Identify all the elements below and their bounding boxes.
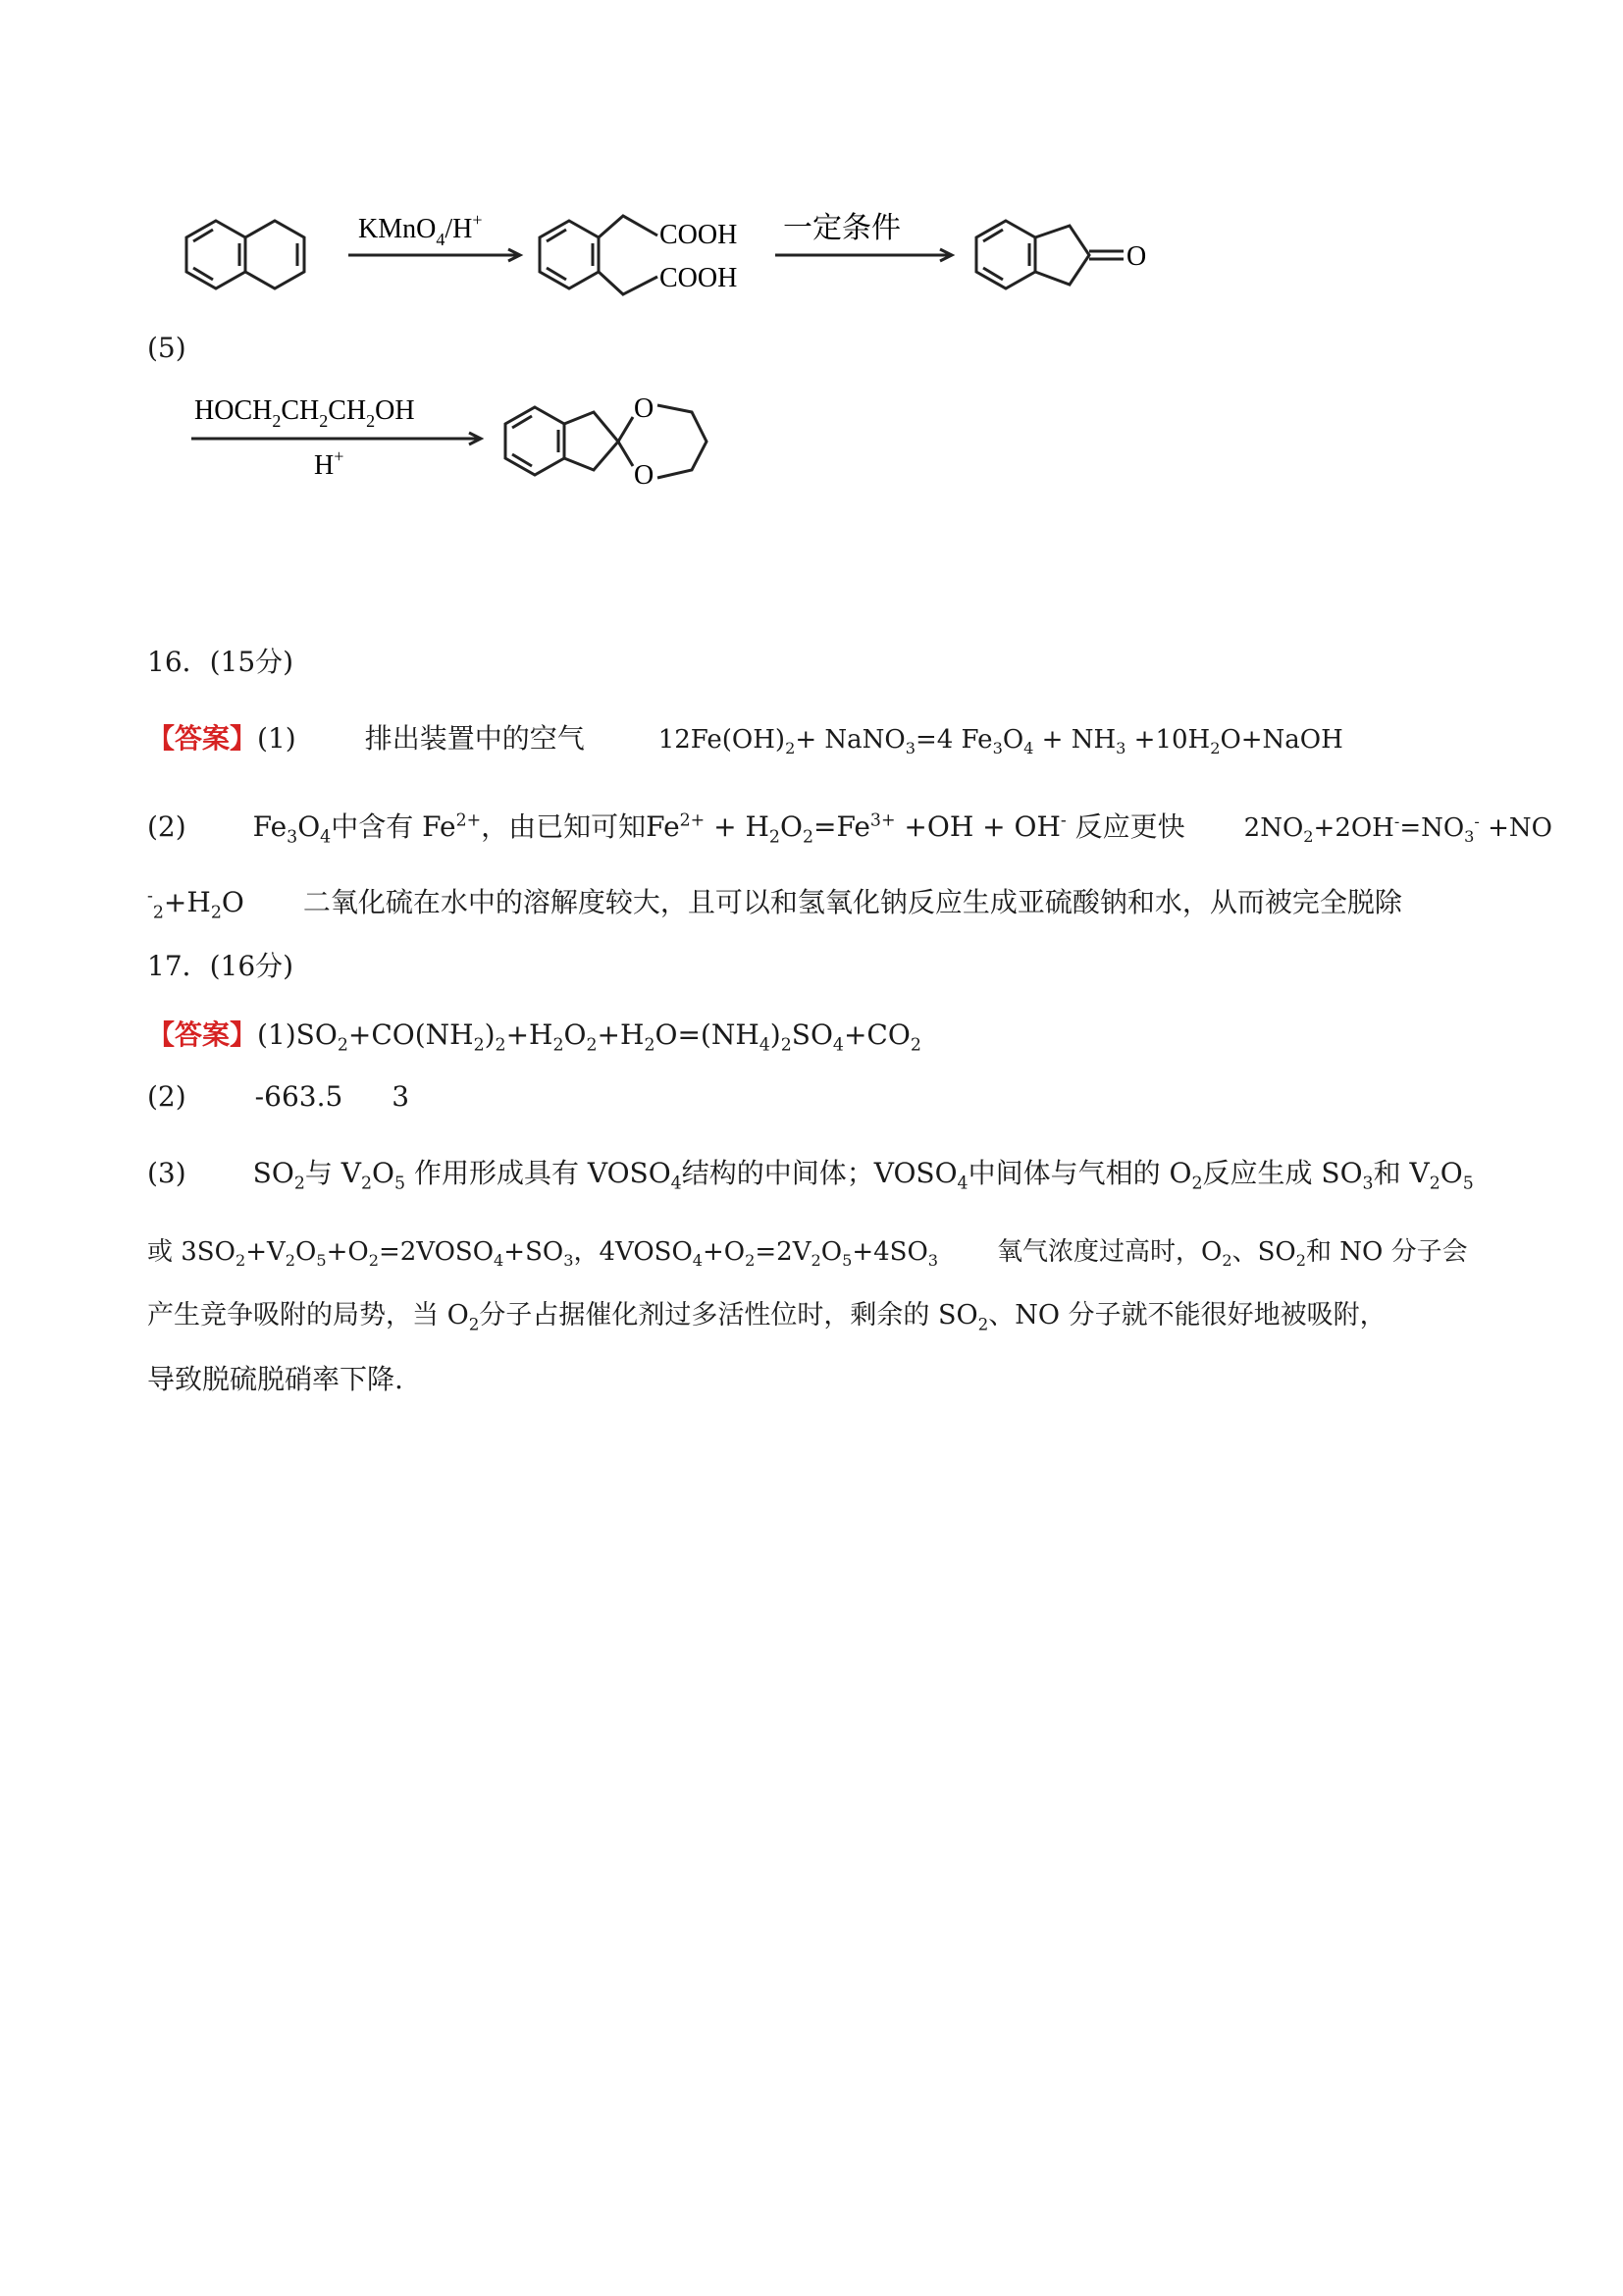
phenylenediacetic-acid-structure (540, 216, 657, 294)
ring-oxygen-top: O (634, 393, 654, 424)
reaction-scheme-1 (167, 196, 1207, 334)
answer-tag: 【答案】 (147, 1018, 258, 1051)
q17-answer-line-3: (3) $SO_2$与 $V_2O_5$ 作用形成具有 $VOSO_4$结构的中间体；$VOSO_4$中间体与气相的 $O_2$反应生成 $SO_3$和 $V_2O_5$ (147, 1157, 1474, 1194)
q17-answer-line-4: 或 $3SO_2+V_2O_5+O_2=2VOSO_4+SO_3$，$4VOSO_4+O_2=2V_2O_5+4SO_3$ 氧气浓度过高时，$O_2$、$SO_2$和 NO 分子会 (147, 1237, 1468, 1271)
part-5-label: (5) (147, 332, 186, 364)
cooh-bottom: COOH (659, 263, 738, 293)
dihydronaphthalene-structure (186, 221, 304, 288)
reagent-kmno4: KMnO$_4$/H+ (358, 210, 483, 249)
reagent-h-plus: H+ (314, 446, 344, 481)
q16-answer-line-1: 【答案】(1) 排出装置中的空气 $12Fe(OH)_2+$ NaNO$_3$=4 $Fe_3O_4 + NH_3$ $+10H_2O+NaOH$ (147, 722, 1343, 758)
q17-answer-line-1: 【答案】$(1)SO_2+CO(NH_2)_2+H_2O_2+H_2O=(NH_4)_2SO_4+CO_2$ (147, 1018, 921, 1056)
cooh-top: COOH (659, 220, 738, 250)
ketone-oxygen: O (1126, 241, 1147, 272)
q17-header: 17．(16分) (147, 950, 294, 982)
q17-answer-line-5: 产生竞争吸附的局势，当 $O_2$分子占据催化剂过多活性位时，剩余的 $SO_2$、NO 分子就不能很好地被吸附， (147, 1300, 1387, 1334)
q16-answer-line-2: (2) $Fe_3O_4$中含有 $Fe^{2+}$，由已知可知$Fe^{2+} + H_2O_2=Fe^{3+} +OH + OH^-$ 反应更快 $2NO_2+2OH^-=NO_3^- +NO$ (147, 810, 1552, 848)
indanone-structure (976, 221, 1124, 288)
answer-tag: 【答案】 (147, 722, 258, 755)
reagent-condition: 一定条件 (783, 211, 901, 245)
q16-answer-line-3: $^-_2+H_2O$ 二氧化硫在水中的溶解度较大，且可以和氢氧化钠反应生成亚硫酸钠和水，从而被完全脱除 (147, 886, 1402, 923)
q16-header: 16．(15分) (147, 646, 294, 678)
ring-oxygen-bottom: O (634, 460, 654, 491)
q17-answer-line-6: 导致脱硫脱硝率下降. (147, 1363, 403, 1395)
q17-answer-line-2: (2) -663.5 3 (147, 1080, 410, 1113)
reagent-propanediol: $HOCH_2CH_2CH_2OH$ (194, 395, 415, 431)
spiroketal-structure (505, 405, 707, 478)
reaction-scheme-2 (186, 368, 736, 505)
